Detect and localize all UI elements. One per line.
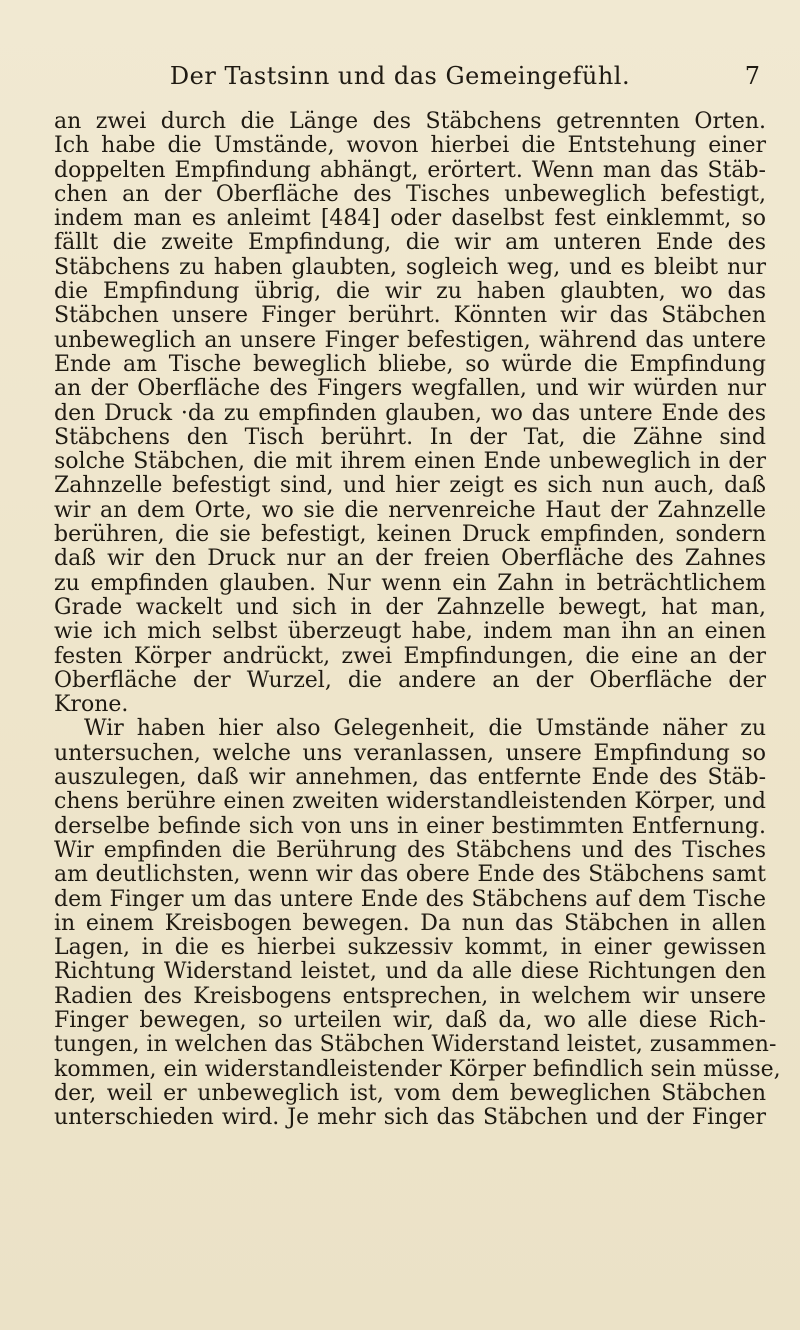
- text-line: berühren, die sie befestigt, keinen Druck empfinden, sondern: [54, 522, 766, 548]
- text-line: auszulegen, daß wir annehmen, das entfernte Ende des Stäb-: [54, 765, 766, 791]
- text-line: Stäbchens zu haben glaubten, sogleich weg, und es bleibt nur: [54, 254, 766, 280]
- text-line: in einem Kreisbogen bewegen. Da nun das Stäbchen in allen: [54, 910, 766, 936]
- text-line: dem Finger um das untere Ende des Stäbchens auf dem Tische: [54, 886, 766, 912]
- text-line: wir an dem Orte, wo sie die nervenreiche Haut der Zahnzelle: [54, 497, 766, 523]
- text-line: unbeweglich an unsere Finger befestigen, während das untere: [54, 327, 766, 353]
- text-line: Ich habe die Umstände, wovon hierbei die Entstehung einer: [54, 133, 766, 159]
- text-line: unterschieden wird. Je mehr sich das Stäbchen und der Finger: [54, 1105, 766, 1131]
- text-line: Ende am Tische beweglich bliebe, so würde die Empfindung: [54, 351, 766, 377]
- text-line: Wir empfinden die Berührung des Stäbchens und des Tisches: [54, 837, 766, 863]
- text-line: Zahnzelle befestigt sind, und hier zeigt es sich nun auch, daß: [54, 473, 766, 499]
- paragraph-start-line: Wir haben hier also Gelegenheit, die Umstände näher zu: [84, 716, 766, 742]
- text-line: Richtung Widerstand leistet, und da alle diese Richtungen den: [54, 959, 766, 985]
- text-line: die Empfindung übrig, die wir zu haben glaubten, wo das: [54, 279, 766, 305]
- text-line: daß wir den Druck nur an der freien Oberfläche des Zahnes: [54, 546, 766, 572]
- text-line: festen Körper andrückt, zwei Empfindungen, die eine an der: [54, 643, 766, 669]
- text-line: kommen, ein widerstandleistender Körper befindlich sein müsse,: [54, 1056, 781, 1082]
- text-line: chen an der Oberfläche des Tisches unbeweglich befestigt,: [54, 181, 766, 207]
- running-title: Der Tastsinn und das Gemeingefühl.: [169, 62, 631, 90]
- text-line: fällt die zweite Empfindung, die wir am unteren Ende des: [54, 230, 766, 256]
- text-line: derselbe befinde sich von uns in einer bestimmten Entfernung.: [54, 813, 766, 839]
- page-number: 7: [744, 62, 760, 90]
- text-line: tungen, in welchen das Stäbchen Widerstand leistet, zusammen-: [54, 1032, 777, 1058]
- text-line: untersuchen, welche uns veranlassen, unsere Empfindung so: [54, 740, 766, 766]
- paragraph-end-line: Krone.: [54, 692, 129, 718]
- running-head: [40, 50, 760, 90]
- text-line: den Druck ·da zu empfinden glauben, wo das untere Ende des: [54, 400, 766, 426]
- body-text: [54, 109, 781, 1131]
- text-line: zu empfinden glauben. Nur wenn ein Zahn in beträchtlichem: [54, 570, 766, 596]
- text-line: solche Stäbchen, die mit ihrem einen Ende unbeweglich in der: [54, 449, 766, 475]
- text-line: Radien des Kreisbogens entsprechen, in welchem wir unsere: [54, 983, 766, 1009]
- text-line: der, weil er unbeweglich ist, vom dem beweglichen Stäbchen: [54, 1080, 766, 1106]
- text-line: indem man es anleimt [484] oder daselbst fest einklemmt, so: [54, 206, 766, 232]
- text-line: Finger bewegen, so urteilen wir, daß da, wo alle diese Rich-: [54, 1007, 766, 1033]
- text-line: am deutlichsten, wenn wir das obere Ende des Stäbchens samt: [54, 862, 766, 888]
- text-line: doppelten Empfindung abhängt, erörtert. Wenn man das Stäb-: [54, 157, 766, 183]
- text-line: Stäbchen unsere Finger berührt. Könnten wir das Stäbchen: [54, 303, 766, 329]
- text-line: wie ich mich selbst überzeugt habe, indem man ihn an einen: [54, 619, 766, 645]
- text-line: an zwei durch die Länge des Stäbchens getrennten Orten.: [54, 109, 766, 134]
- text-line: Grade wackelt und sich in der Zahnzelle bewegt, hat man,: [54, 594, 766, 620]
- text-line: an der Oberfläche des Fingers wegfallen, und wir würden nur: [54, 376, 766, 402]
- text-line: Lagen, in die es hierbei sukzessiv kommt, in einer gewissen: [54, 935, 766, 961]
- text-line: chens berühre einen zweiten widerstandleistenden Körper, und: [54, 789, 766, 815]
- text-line: Stäbchens den Tisch berührt. In der Tat, die Zähne sind: [54, 424, 766, 450]
- text-line: Oberfläche der Wurzel, die andere an der Oberfläche der: [54, 667, 766, 693]
